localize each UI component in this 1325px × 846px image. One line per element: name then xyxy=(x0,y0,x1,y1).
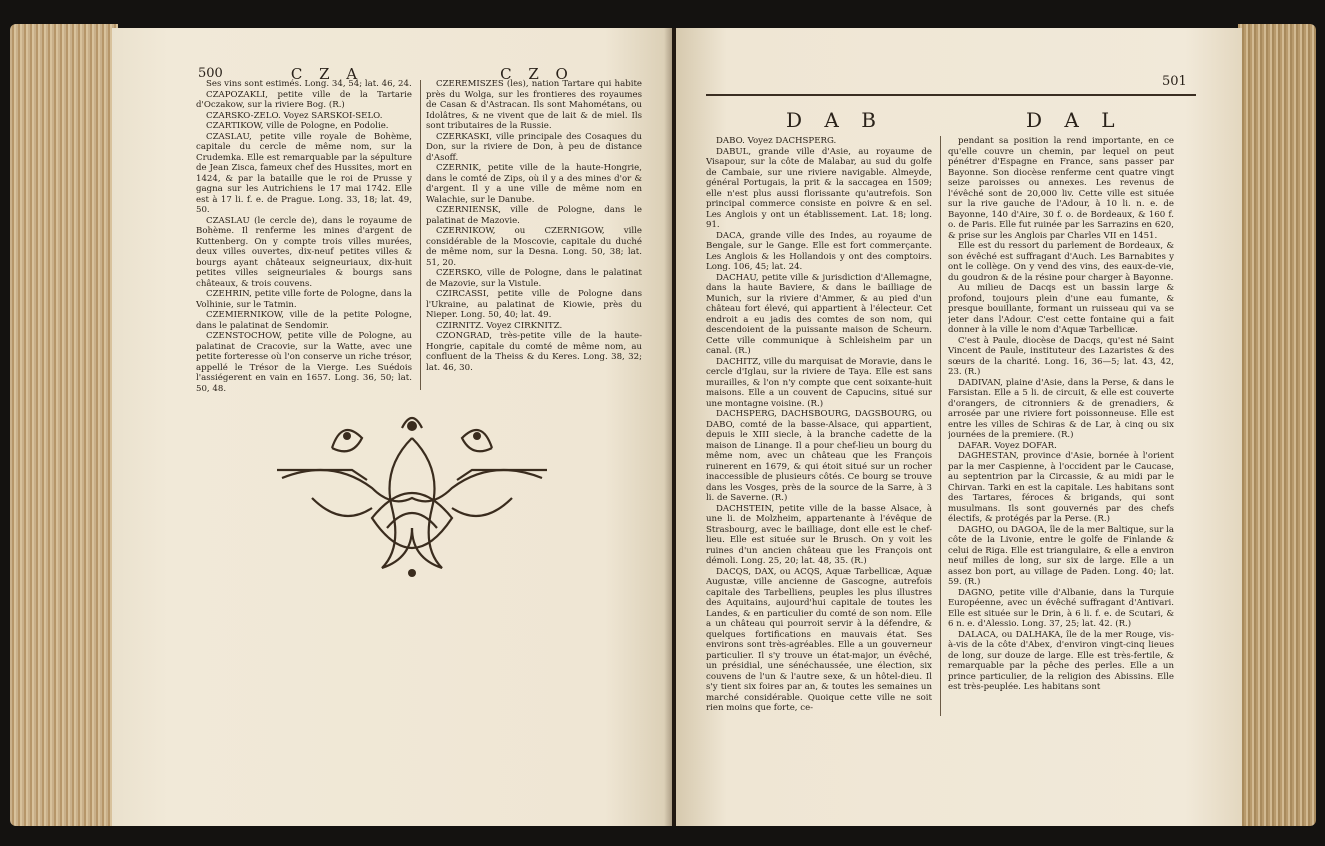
entry: DACHAU, petite ville & jurisdiction d'Allemagne, dans la haute Baviere, & dans le bailliage de Munich, sur la riviere d'Ammer, & au pied d'un château fort élevé, qui appartient à l'électeur. Cet endroit a eu jadis des comtes de son nom, qui descendoient de la puissante maison de Scheurn. Cette ville communique à Schleisheim par un canal. (R.) xyxy=(706,272,932,356)
running-head-right: D A L xyxy=(1026,108,1123,132)
entry: CZEHRIN, petite ville forte de Pologne, dans la Volhinie, sur le Tatmin. xyxy=(196,289,412,310)
entry: CZAPOZAKLI, petite ville de la Tartarie d'Oczakow, sur la riviere Bog. (R.) xyxy=(196,89,412,110)
entry: Elle est du ressort du parlement de Bordeaux, & son évêché est suffragant d'Auch. Les Barnabites y ont le collège. On y vend des vins, des eaux-de-vie, du goudron & de la résine pour charger à Bayonne. xyxy=(948,241,1174,283)
entry: DAGHESTAN, province d'Asie, bornée à l'orient par la mer Caspienne, à l'occident par le Caucase, au septentrion par la Circassie, & au midi par le Chirvan. Tarki en est la capitale. Les habitans sont des Tartares, féroces & brigands, qui sont musulmans. Ils sont gouvernés par des chefs électifs, & protégés par la Perse. (R.) xyxy=(948,451,1174,524)
entry: CZERKASKI, ville principale des Cosaques du Don, sur la riviere de Don, à peu de distance d'Asoff. xyxy=(426,131,642,163)
entry: DACHSPERG, DACHSBOURG, DAGSBOURG, ou DABO, comté de la basse-Alsace, qui appartient, depuis le XIII siecle, à la branche cadette de la maison de Linange. Il a pour chef-lieu un bourg du même nom, avec un château que les François ruinerent en 1679, & qui étoit situé sur un rocher inaccessible de plusieurs côtés. Ce bourg se trouve dans les Vosges, près de la source de la Sarre, à 3 li. de Saverne. (R.) xyxy=(706,409,932,503)
entry: CZERNIENSK, ville de Pologne, dans le palatinat de Mazovie. xyxy=(426,205,642,226)
entry: DACHITZ, ville du marquisat de Moravie, dans le cercle d'Iglau, sur la riviere de Taya. Elle est sans murailles, & l'on n'y compte que cent soixante-huit maisons. Elle a un couvent de Capucins, situé sur une montagne voisine. (R.) xyxy=(706,356,932,409)
entry: CZONGRAD, très-petite ville de la haute-Hongrie, capitale du comté de même nom, au confluent de la Theiss & du Keres. Long. 38, 32; lat. 46, 30. xyxy=(426,331,642,373)
entry: CZIRCASSI, petite ville de Pologne dans l'Ukraine, au palatinat de Kiowie, près du Nieper. Long. 50, 40; lat. 49. xyxy=(426,289,642,320)
entry: DACQS, DAX, ou ACQS, Aquæ Tarbellicæ, Aquæ Augustæ, ville ancienne de Gascogne, autrefois capitale des Tarbelliens, peuples les plus illustres des Aquitains, aujourd'hui capitale de toutes les Landes, & en particulier du comté de son nom. Elle a un château qui pourroit servir à la défendre, & quelques fortifications en mauvais état. Ses environs sont très-agréables. Elle a un gouverneur particulier. Il s'y trouve un état-major, un évêché, un présidial, une sénéchaussée, une élection, six couvens de l'un & l'autre sexe, & un hôtel-dieu. Il s'y tient six foires par an, & toutes les semaines un marché considérable. Quoique cette ville ne soit rien moins que forte, ce- xyxy=(706,566,932,713)
running-head-right: C Z O xyxy=(500,65,574,83)
entry: CZERNIK, petite ville de la haute-Hongrie, dans le comté de Zips, où il y a des mines d'or & d'argent. Il y a une ville de même nom en Walachie, sur le Danube. xyxy=(426,163,642,205)
entry: Au milieu de Dacqs est un bassin large & profond, toujours plein d'une eau fumante, & presque bouillante, formant un ruisseau qui va se jeter dans l'Adour. C'est cette fontaine qui a fait donner à la ville le nom d'Aquæ Tarbellicæ. xyxy=(948,283,1174,335)
entry: CZASLAU, petite ville royale de Bohème, capitale du cercle de même nom, sur la Crudemka. Elle est remarquable par la sépulture de Jean Zisca, fameux chef des Hussites, mort en 1424, & par la bataille que le roi de Prusse y gagna sur les Autrichiens le 17 mai 1742. Elle est à 17 li. f. e. de Prague. Long. 33, 18; lat. 49, 50. xyxy=(196,131,412,215)
column-divider xyxy=(420,80,421,390)
entry: DACA, grande ville des Indes, au royaume de Bengale, sur le Gange. Elle est fort commerçante. Les Anglois & les Hollandois y ont des comptoirs. Long. 106, 45; lat. 24. xyxy=(706,230,932,272)
entry: CZERSKO, ville de Pologne, dans le palatinat de Mazovie, sur la Vistule. xyxy=(426,268,642,289)
entry: DALACA, ou DALHAKA, île de la mer Rouge, vis-à-vis de la côte d'Abex, d'environ vingt-cinq lieues de long, sur douze de large. Elle est très-fertile, & remarquable par la pêche des perles. Elle a un prince particulier, de la religion des Abissins. Elle est très-peuplée. Les habitans sont xyxy=(948,629,1174,692)
left-page-column-2 xyxy=(426,79,642,409)
entry: DAGHO, ou DAGOA, île de la mer Baltique, sur la côte de la Livonie, entre le golfe de Finlande & celui de Riga. Elle est triangulaire, & elle a environ neuf milles de long, sur six de large. Elle a un assez bon port, au village de Paden. Long. 40; lat. 59. (R.) xyxy=(948,524,1174,587)
entry: CZENSTOCHOW, petite ville de Pologne, au palatinat de Cracovie, sur la Watte, avec une petite forteresse où l'on conserve un riche trésor, appellé le Trésor de la Vierge. Les Suédois l'assiégerent en vain en 1657. Long. 36, 50; lat. 50, 48. xyxy=(196,331,412,394)
column-divider xyxy=(940,136,941,716)
left-page xyxy=(112,28,672,826)
entry: Ses vins sont estimés. Long. 34, 54; lat. 46, 24. xyxy=(206,79,412,89)
tailpiece-ornament-icon xyxy=(272,408,552,588)
entry: DABO. Voyez DACHSPERG. xyxy=(716,136,837,146)
entry: DACHSTEIN, petite ville de la basse Alsace, à une li. de Molzheim, appartenante à l'évêque de Strasbourg, avec le bailliage, dont elle est le chef-lieu. Elle est située sur le Brusch. On y voit les ruines d'un ancien château que les François ont démoli. Long. 25, 20; lat. 48, 35. (R.) xyxy=(706,503,932,566)
running-head-left: C Z A xyxy=(290,65,364,83)
entry: CZERNIKOW, ou CZERNIGOW, ville considérable de la Moscovie, capitale du duché de même nom, sur la Desna. Long. 50, 38; lat. 51, 20. xyxy=(426,226,642,268)
entry: CZEREMISZES (les), nation Tartare qui habite près du Wolga, sur les frontieres des royaumes de Casan & d'Astracan. Ils sont Mahométans, ou Idolâtres, & ne vivent que de lait & de miel. Ils sont tributaires de la Russie. xyxy=(426,79,642,131)
entry: CZIRNITZ. Voyez CIRKNITZ. xyxy=(436,320,563,331)
entry: DAGNO, petite ville d'Albanie, dans la Turquie Européenne, avec un évêché suffragant d'Antivari. Elle est située sur le Drin, à 6 li. f. e. de Scutari, & 6 n. e. d'Alessio. Long. 37, 25; lat. 42. (R.) xyxy=(948,587,1174,629)
right-page-column-2 xyxy=(948,136,1174,826)
entry: CZARTIKOW, ville de Pologne, en Podolie. xyxy=(206,121,389,131)
entry: DABUL, grande ville d'Asie, au royaume de Visapour, sur la côte de Malabar, au sud du golfe de Cambaie, sur une riviere navigable. Almeyde, général Portugais, la prit & la saccagea en 1509; elle n'est plus aussi florissante qu'autrefois. Son principal commerce consiste en poivre & en sel. Les Anglois y ont un établissement. Lat. 18; long. 91. xyxy=(706,146,932,230)
entry: CZASLAU (le cercle de), dans le royaume de Bohème. Il renferme les mines d'argent de Kuttenberg. On y compte trois villes murées, deux villes ouvertes, dix-neuf petites villes & bourgs ayant châteaux seigneuriaux, dix-huit petites villes seigneuriales & bourgs sans châteaux, & trois couvens. xyxy=(196,215,412,289)
right-page xyxy=(676,28,1242,826)
entry: C'est à Paule, diocèse de Dacqs, qu'est né Saint Vincent de Paule, instituteur des Lazaristes & des sœurs de la charité. Long. 16, 36—5; lat. 43, 42, 23. (R.) xyxy=(948,335,1174,377)
running-head-left: D A B xyxy=(786,108,884,132)
entry: DADIVAN, plaine d'Asie, dans la Perse, & dans le Farsistan. Elle a 5 li. de circuit, & elle est couverte d'orangers, de citronniers & de grenadiers, & arrosée par une riviere fort poissonneuse. Elle est entre les villes de Schiras & de Lar, à cinq ou six journées de la premiere. (R.) xyxy=(948,377,1174,440)
left-page-column-1 xyxy=(196,79,412,409)
page-number-right: 501 xyxy=(1162,74,1187,89)
entry: CZEMIERNIKOW, ville de la petite Pologne, dans le palatinat de Sendomir. xyxy=(196,310,412,331)
entry: DAFAR. Voyez DOFAR. xyxy=(958,440,1057,451)
header-rule xyxy=(706,94,1196,96)
entry: pendant sa position la rend importante, en ce qu'elle couvre un chemin, par lequel on peut pénétrer d'Espagne en France, sans passer par Bayonne. Son diocèse renferme cent quatre vingt seize paroisses ou annexes. Les revenus de l'évêché sont de 20,000 liv. Cette ville est située sur la rive gauche de l'Adour, à 10 li. n. e. de Bayonne, 140 d'Aire, 30 f. o. de Bordeaux, & 160 f. o. de Paris. Elle fut ruinée par les Sarrazins en 620, & prise sur les Anglois par Charles VII en 1451. xyxy=(948,136,1174,241)
page-number-left: 500 xyxy=(198,66,223,81)
right-page-column-1 xyxy=(706,136,932,826)
left-page-edges xyxy=(10,24,118,826)
right-page-edges xyxy=(1238,24,1316,826)
entry: CZARSKO-ZELO. Voyez SARSKOI-SELO. xyxy=(206,110,383,121)
